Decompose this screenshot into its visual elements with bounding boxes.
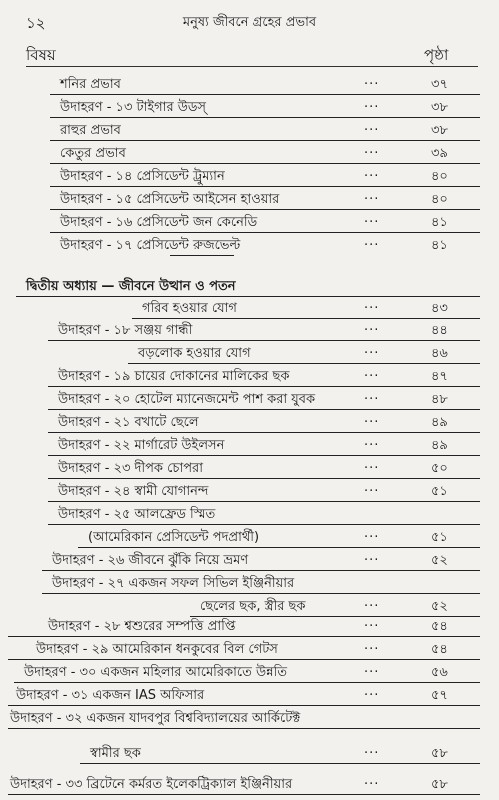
toc-entry-title: উদাহরণ - ১৭ প্রেসিডেন্ট রুজভেল্ট bbox=[60, 238, 241, 253]
toc-entry-title: দ্বিতীয় অধ্যায় — জীবনে উত্থান ও পতন bbox=[26, 279, 236, 294]
toc-entry bbox=[0, 275, 499, 297]
toc-page-number: ৫২ bbox=[431, 599, 448, 614]
entry-underline bbox=[14, 682, 480, 683]
entry-underline bbox=[8, 794, 480, 795]
entry-underline bbox=[42, 593, 480, 594]
running-title: মনুষ্য জীবনে গ্রহের প্রভাব bbox=[182, 15, 317, 30]
entry-underline bbox=[48, 478, 480, 479]
toc-entry-title: উদাহরণ - ৩৩ ব্রিটেনে কর্মরত ইলেকট্রিক্যাল ইঞ্জিনীয়ার bbox=[10, 777, 293, 792]
toc-entry-title: গরিব হওয়ার যোগ bbox=[142, 301, 237, 316]
toc-page-number: ৪৪ bbox=[431, 323, 448, 338]
toc-entry bbox=[0, 661, 499, 683]
toc-leader-dots: ... bbox=[364, 142, 380, 157]
toc-page-number: ৫২ bbox=[431, 553, 448, 568]
toc-leader-dots: ... bbox=[364, 742, 380, 757]
toc-entry bbox=[0, 388, 499, 410]
toc-entry bbox=[0, 165, 499, 187]
toc-entry bbox=[0, 411, 499, 433]
toc-page-number: ৪০ bbox=[431, 192, 448, 207]
toc-leader-dots: ... bbox=[364, 388, 380, 403]
page-header bbox=[0, 12, 499, 32]
toc-entry bbox=[0, 615, 499, 637]
entry-underline bbox=[50, 232, 480, 233]
toc-entry-title: উদাহরণ - ২৯ আমেরিকান ধনকুবের বিল গেটস bbox=[36, 642, 278, 657]
toc-page-number: ৫৮ bbox=[431, 777, 448, 792]
entry-underline bbox=[50, 117, 480, 118]
toc-leader-dots: ... bbox=[364, 411, 380, 426]
entry-underline bbox=[8, 728, 480, 729]
toc-entry-title: (আমেরিকান প্রেসিডেন্ট পদপ্রার্থী) bbox=[88, 530, 260, 545]
toc-entry-title: ছেলের ছক, স্ত্রীর ছক bbox=[200, 599, 306, 614]
toc-entry bbox=[0, 142, 499, 164]
toc-entry bbox=[0, 526, 499, 548]
toc-entry bbox=[0, 234, 499, 256]
toc-entry bbox=[0, 434, 499, 456]
toc-page-number: ৪১ bbox=[431, 238, 448, 253]
toc-leader-dots: ... bbox=[364, 480, 380, 495]
toc-page-number: ৫৪ bbox=[431, 619, 448, 634]
toc-entry-title: উদাহরণ - ৩১ একজন IAS অফিসার bbox=[16, 688, 205, 703]
toc-leader-dots: ... bbox=[364, 684, 380, 699]
page-column-heading: পৃষ্ঠা bbox=[424, 46, 449, 64]
toc-entry-title: উদাহরণ - ২৪ স্বামী যোগানন্দ bbox=[58, 484, 209, 499]
toc-entry bbox=[0, 549, 499, 571]
toc-entry-title: স্বামীর ছক bbox=[90, 746, 141, 761]
entry-underline bbox=[128, 363, 480, 364]
toc-entry bbox=[0, 684, 499, 706]
toc-leader-dots: ... bbox=[364, 595, 380, 610]
page-number: ১২ bbox=[26, 14, 46, 32]
toc-page-number: ৪০ bbox=[431, 169, 448, 184]
toc-leader-dots: ... bbox=[364, 211, 380, 226]
entry-underline bbox=[50, 94, 480, 95]
toc-leader-dots: ... bbox=[364, 119, 380, 134]
entry-underline bbox=[48, 501, 480, 502]
entry-underline bbox=[48, 432, 480, 433]
entry-underline bbox=[48, 340, 480, 341]
toc-entry-title: উদাহরণ - ৩০ একজন মহিলার আমেরিকাতে উন্নতি bbox=[24, 665, 288, 680]
entry-underline bbox=[48, 409, 480, 410]
toc-page-number: ৩৮ bbox=[431, 123, 448, 138]
toc-leader-dots: ... bbox=[364, 319, 380, 334]
toc-page-number: ৪৯ bbox=[431, 438, 448, 453]
toc-entry-title: উদাহরণ - ১৬ প্রেসিডেন্ট জন কেনেডি bbox=[60, 215, 258, 230]
toc-leader-dots: ... bbox=[364, 165, 380, 180]
toc-entry-title: কেতুর প্রভাব bbox=[60, 146, 126, 161]
toc-entry-title: উদাহরণ - ১৮ সঞ্জয় গান্ধী bbox=[58, 323, 193, 338]
toc-entry bbox=[0, 119, 499, 141]
toc-page-number: ৪৮ bbox=[431, 392, 448, 407]
toc-entry bbox=[0, 638, 499, 660]
toc-leader-dots: ... bbox=[364, 549, 380, 564]
entry-underline bbox=[8, 636, 480, 637]
toc-entry bbox=[0, 188, 499, 210]
toc-page-number: ৪৩ bbox=[431, 301, 448, 316]
entry-underline bbox=[48, 455, 480, 456]
toc-entry bbox=[0, 297, 499, 319]
toc-entry bbox=[0, 503, 499, 525]
entry-underline bbox=[48, 524, 480, 525]
toc-entry-title: উদাহরণ - ২৮ শ্বশুরের সম্পত্তি প্রাপ্তি bbox=[48, 619, 236, 634]
entry-underline bbox=[170, 255, 234, 256]
entry-underline bbox=[80, 763, 480, 764]
entry-underline bbox=[50, 209, 480, 210]
toc-entry-title: উদাহরণ - ১৩ টাইগার উডস্‌ bbox=[60, 100, 207, 115]
toc-leader-dots: ... bbox=[364, 615, 380, 630]
toc-page-number: ৫৪ bbox=[431, 642, 448, 657]
toc-entry bbox=[0, 365, 499, 387]
toc-entry-title: উদাহরণ - ২৩ দীপক চোপরা bbox=[58, 461, 203, 476]
entry-underline bbox=[8, 705, 480, 706]
toc-entry bbox=[0, 480, 499, 502]
entry-underline bbox=[48, 386, 480, 387]
header-rule bbox=[26, 66, 478, 67]
toc-leader-dots: ... bbox=[364, 73, 380, 88]
toc-page-number: ৫১ bbox=[431, 484, 448, 499]
entry-underline bbox=[50, 140, 480, 141]
toc-leader-dots: ... bbox=[364, 365, 380, 380]
toc-entry bbox=[0, 96, 499, 118]
toc-page-number: ৫৭ bbox=[431, 688, 448, 703]
entry-underline bbox=[50, 163, 480, 164]
toc-entry-title: উদাহরণ - ৩২ একজন যাদবপুর বিশ্ববিদ্যালয়ের আর্কিটেক্ট bbox=[10, 711, 301, 726]
toc-page-number: ৪৭ bbox=[431, 369, 448, 384]
toc-entry bbox=[0, 73, 499, 95]
toc-leader-dots: ... bbox=[364, 526, 380, 541]
toc-entry bbox=[0, 572, 499, 594]
toc-entry-title: শনির প্রভাব bbox=[60, 77, 121, 92]
toc-leader-dots: ... bbox=[364, 434, 380, 449]
toc-entry-title: উদাহরণ - ২০ হোটেল ম্যানেজমেন্ট পাশ করা যুবক bbox=[58, 392, 316, 407]
entry-underline bbox=[78, 547, 480, 548]
toc-entry bbox=[0, 457, 499, 479]
toc-page-number: ৫১ bbox=[431, 530, 448, 545]
toc-page-number: ৪৯ bbox=[431, 415, 448, 430]
toc-leader-dots: ... bbox=[364, 96, 380, 111]
toc-page-number: ৫০ bbox=[431, 461, 448, 476]
toc-page-number: ৩৭ bbox=[431, 77, 448, 92]
toc-entry bbox=[0, 595, 499, 617]
toc-entry-title: উদাহরণ - ২৭ একজন সফল সিভিল ইঞ্জিনীয়ার bbox=[52, 576, 295, 591]
toc-leader-dots: ... bbox=[364, 638, 380, 653]
toc-leader-dots: ... bbox=[364, 188, 380, 203]
toc-entry-title: উদাহরণ - ১৪ প্রেসিডেন্ট ট্রুম্যান bbox=[60, 169, 225, 184]
toc-leader-dots: ... bbox=[364, 773, 380, 788]
toc-entry bbox=[0, 342, 499, 364]
toc-leader-dots: ... bbox=[364, 457, 380, 472]
toc-entry bbox=[0, 742, 499, 764]
toc-page-number: ৫৬ bbox=[431, 665, 448, 680]
toc-entry bbox=[0, 773, 499, 795]
toc-leader-dots: ... bbox=[364, 342, 380, 357]
toc-entry-title: রাহুর প্রভাব bbox=[60, 123, 121, 138]
toc-entry-title: উদাহরণ - ১৫ প্রেসিডেন্ট আইসেন হাওয়ার bbox=[60, 192, 280, 207]
toc-page-number: ৪৬ bbox=[431, 346, 448, 361]
toc-leader-dots: ... bbox=[364, 661, 380, 676]
toc-entry-title: বড়লোক হওয়ার যোগ bbox=[138, 346, 251, 361]
toc-page-number: ৫৮ bbox=[431, 746, 448, 761]
toc-entry-title: উদাহরণ - ১৯ চায়ের দোকানের মালিকের ছক bbox=[58, 369, 290, 384]
entry-underline bbox=[50, 186, 480, 187]
toc-entry bbox=[0, 707, 499, 729]
toc-leader-dots: ... bbox=[364, 297, 380, 312]
toc-page-number: ৪১ bbox=[431, 215, 448, 230]
entry-underline bbox=[8, 659, 480, 660]
toc-leader-dots: ... bbox=[364, 234, 380, 249]
toc-page-number: ৩৮ bbox=[431, 100, 448, 115]
toc-entry bbox=[0, 211, 499, 233]
entry-underline bbox=[42, 570, 480, 571]
toc-entry-title: উদাহরণ - ২১ বখাটে ছেলে bbox=[58, 415, 199, 430]
toc-entry-title: উদাহরণ - ২৫ আলফ্রেড স্মিত bbox=[58, 507, 216, 522]
toc-entry-title: উদাহরণ - ২২ মার্গারেট উইলসন bbox=[58, 438, 225, 453]
toc-entry bbox=[0, 319, 499, 341]
toc-entry-title: উদাহরণ - ২৬ জীবনে ঝুঁকি নিয়ে ভ্রমণ bbox=[52, 553, 249, 568]
subject-column-heading: বিষয় bbox=[26, 46, 56, 64]
toc-page-number: ৩৯ bbox=[431, 146, 448, 161]
